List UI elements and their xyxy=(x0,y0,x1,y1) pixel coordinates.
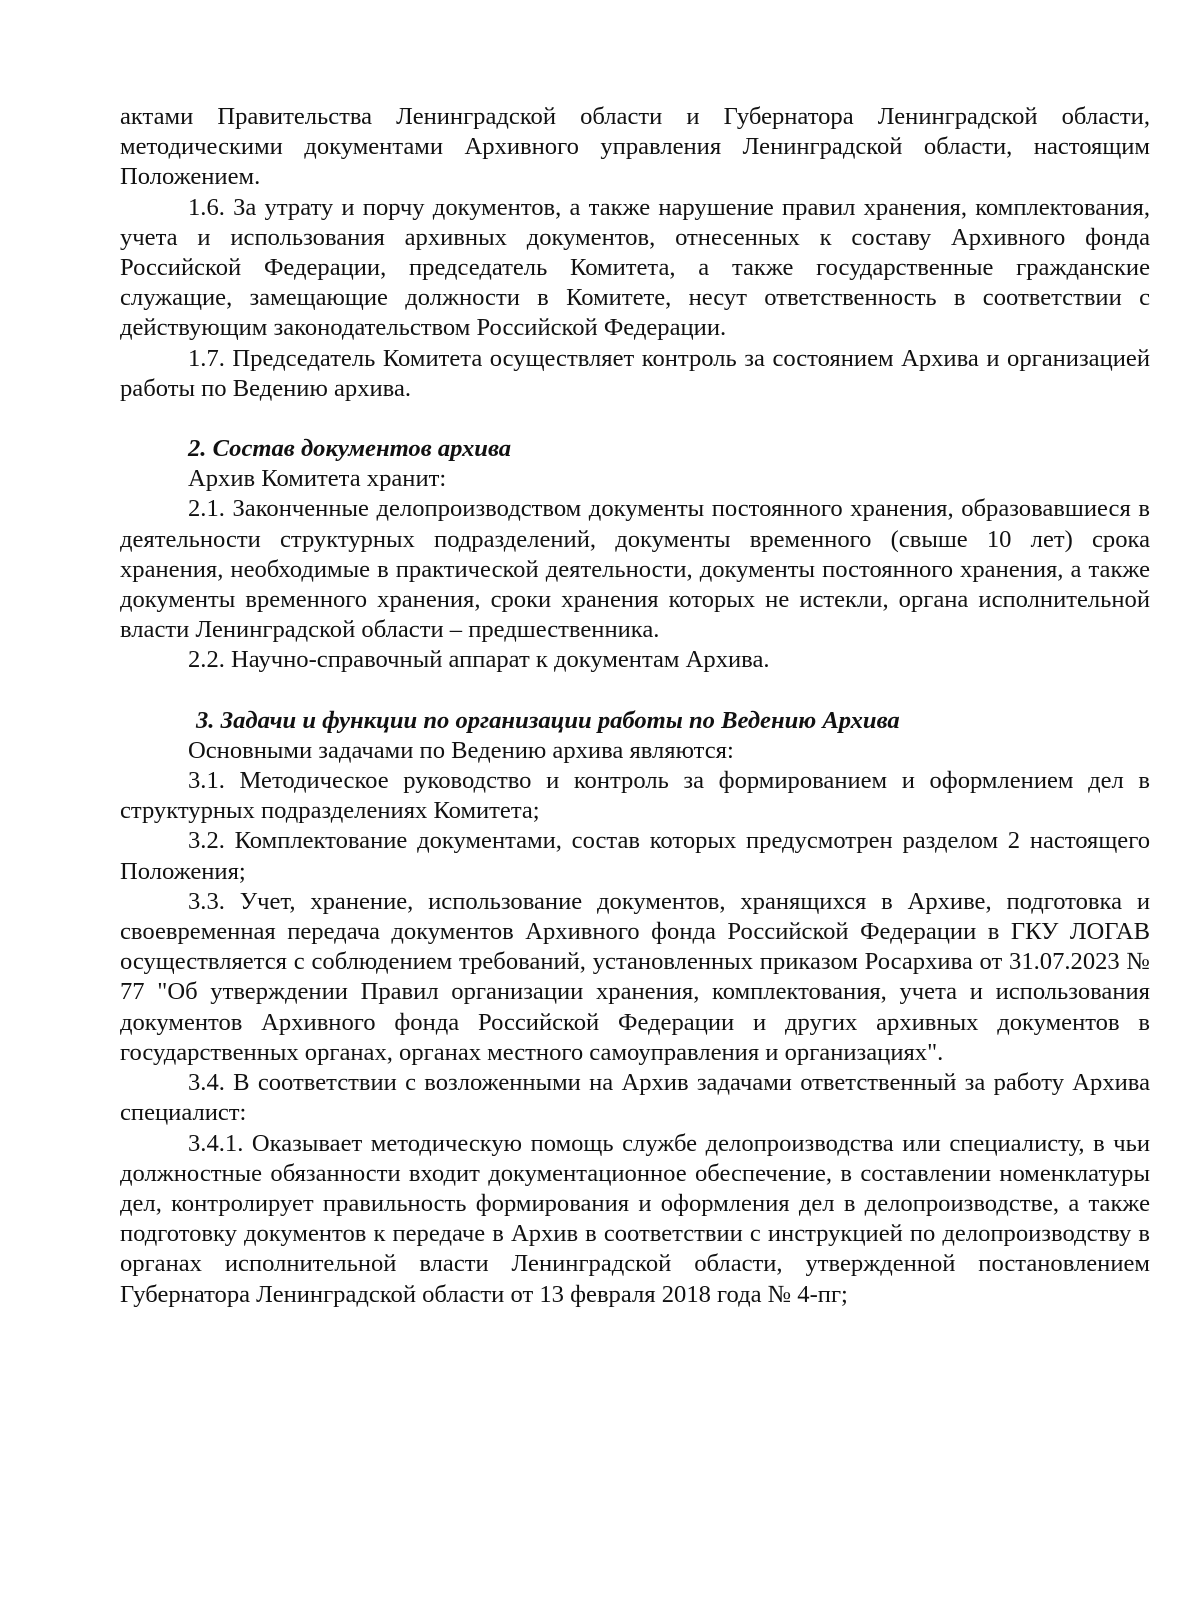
section-2-lead: Архив Комитета хранит: xyxy=(188,465,447,493)
section-3-heading: 3. Задачи и функции по организации работы по Ведению Архива xyxy=(196,706,900,734)
paragraph-continuation: актами Правительства Ленинградской области и Губернатора Ленинградской области, методическими документами Архивного управления Ленинградской области, настоящим Положением. xyxy=(120,103,1150,191)
document-page xyxy=(120,102,1150,1310)
paragraph-1-7: 1.7. Председатель Комитета осуществляет контроль за состоянием Архива и организацией работы по Ведению архива. xyxy=(120,344,1150,402)
section-2-heading: 2. Состав документов архива xyxy=(188,435,512,463)
paragraph-3-2: 3.2. Комплектование документами, состав которых предусмотрен разделом 2 настоящего Положения; xyxy=(120,827,1150,885)
paragraph-3-1: 3.1. Методическое руководство и контроль за формированием и оформлением дел в структурных подразделениях Комитета; xyxy=(120,767,1150,825)
paragraph-3-4: 3.4. В соответствии с возложенными на Архив задачами ответственный за работу Архива специалист: xyxy=(120,1069,1150,1127)
paragraph-3-3: 3.3. Учет, хранение, использование документов, хранящихся в Архиве, подготовка и своевременная передача документов Архивного фонда Российской Федерации в ГКУ ЛОГАВ осуществляется с соблюдением требований, установленных приказом Росархива от 31.07.2023 № 77 "Об утверждении Правил организации хранения, комплектования, учета и использования документов Архивного фонда Российской Федерации и других архивных документов в государственных органах, органах местного самоуправления и организациях". xyxy=(120,887,1150,1066)
paragraph-1-6: 1.6. За утрату и порчу документов, а также нарушение правил хранения, комплектования, учета и использования архивных документов, отнесенных к составу Архивного фонда Российской Федерации, председатель Комитета, а также государственные гражданские служащие, замещающие должности в Комитете, несут ответственность в соответствии с действующим законодательством Российской Федерации. xyxy=(120,193,1150,342)
paragraph-3-4-1: 3.4.1. Оказывает методическую помощь службе делопроизводства или специалисту, в чьи должностные обязанности входит документационное обеспечение, в составлении номенклатуры дел, контролирует правильность формирования и оформления дел в делопроизводстве, а также подготовку документов к передаче в Архив в соответствии с инструкцией по делопроизводству в органах исполнительной власти Ленинградской области, утвержденной постановлением Губернатора Ленинградской области от 13 февраля 2018 года № 4-пг; xyxy=(120,1129,1150,1308)
paragraph-2-1: 2.1. Законченные делопроизводством документы постоянного хранения, образовавшиеся в деятельности структурных подразделений, документы временного (свыше 10 лет) срока хранения, необходимые в практической деятельности, документы постоянного хранения, а также документы временного хранения, сроки хранения которых не истекли, органа исполнительной власти Ленинградской области – предшественника. xyxy=(120,495,1150,644)
section-3-lead: Основными задачами по Ведению архива являются: xyxy=(188,736,734,764)
paragraph-2-2: 2.2. Научно-справочный аппарат к документам Архива. xyxy=(188,646,770,674)
